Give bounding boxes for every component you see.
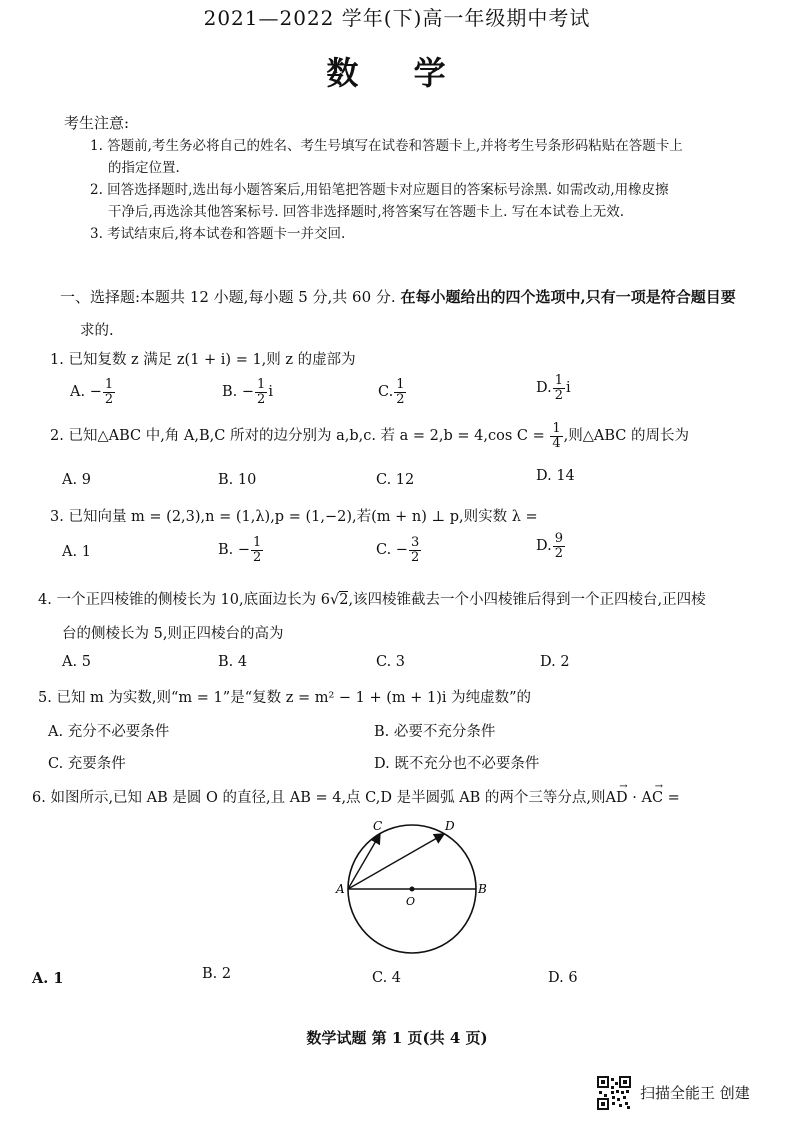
notice-item-3: 3. 考试结束后,将本试卷和答题卡一并交回.	[90, 226, 346, 242]
question-2-stem: 2. 已知△ABC 中,角 A,B,C 所对的边分别为 a,b,c. 若 a = 2,b = 4,cos C = $\frac{1}{4}$ ,则△ABC 的周长为	[50, 421, 690, 451]
question-5-stem: 5. 已知 m 为实数,则“m = 1”是“复数 z = m² − 1 + (m + 1)i 为纯虚数”的	[38, 690, 532, 706]
section-title-instruction: 在每小题给出的四个选项中,只有一项是符合题目要	[400, 288, 736, 306]
question-1-option-c: C. $\frac{1}{2}$	[378, 377, 405, 407]
label-o: O	[406, 895, 416, 908]
question-3-option-a: A. 1	[62, 544, 91, 560]
circle-figure	[335, 815, 495, 985]
question-2-option-c: C. 12	[376, 472, 415, 488]
question-1-option-d: D. $\frac{1}{2}$ i	[536, 373, 571, 403]
center-point	[410, 887, 415, 892]
segment-ad	[348, 834, 444, 889]
question-4-stem-cont: 台的侧棱长为 5,则正四棱台的高为	[62, 626, 284, 642]
question-6-option-b: B. 2	[202, 966, 232, 982]
notice-item-2-cont: 干净后,再选涂其他答案标号. 回答非选择题时,将答案写在答题卡上. 写在本试卷上无效.	[108, 204, 625, 220]
vector-ad: AD	[605, 790, 628, 806]
segment-ac	[348, 834, 380, 889]
question-3-option-d: D. $\frac{9}{2}$	[536, 531, 563, 561]
section-title	[60, 286, 736, 307]
question-4-option-d: D. 2	[540, 654, 570, 670]
notice-title: 考生注意:	[64, 114, 130, 132]
question-1-option-a: A. − $\frac{1}{2}$	[70, 377, 114, 407]
vector-ac: AC	[641, 790, 664, 806]
label-c: C	[373, 819, 383, 833]
question-6-option-c: C. 4	[372, 970, 402, 986]
section-title-cont: 求的.	[80, 323, 114, 339]
question-6-stem: 6. 如图所示,已知 AB 是圆 O 的直径,且 AB = 4,点 C,D 是半圆弧 AB 的两个三等分点,则AD → · AC → =	[32, 781, 680, 806]
question-1-stem: 1. 已知复数 z 满足 z(1 + i) = 1,则 z 的虚部为	[50, 352, 356, 368]
section-title-scoring: 一、选择题:本题共 12 小题,每小题 5 分,共 60 分.	[60, 288, 401, 306]
question-2-option-d: D. 14	[536, 468, 575, 484]
question-5-option-b: B. 必要不充分条件	[374, 724, 496, 740]
question-4-stem: 4. 一个正四棱锥的侧棱长为 10,底面边长为 6√2,该四棱锥截去一个小四棱锥后得到一个正四棱台,正四棱	[38, 592, 706, 608]
question-4-option-a: A. 5	[62, 654, 91, 670]
subject-title: 数 学	[326, 54, 468, 92]
label-b: B	[478, 882, 487, 896]
label-a: A	[336, 882, 345, 896]
notice-item-1-cont: 的指定位置.	[108, 160, 180, 176]
label-d: D	[445, 819, 455, 833]
qr-code-icon	[597, 1076, 631, 1110]
question-3-stem: 3. 已知向量 m = (2,3),n = (1,λ),p = (1,−2),若(m + n) ⊥ p,则实数 λ =	[50, 509, 538, 525]
question-6-option-d: D. 6	[548, 970, 578, 986]
notice-item-2: 2. 回答选择题时,选出每小题答案后,用铅笔把答题卡对应题目的答案标号涂黑. 如需改动,用橡皮擦	[90, 182, 669, 198]
question-4-option-c: C. 3	[376, 654, 406, 670]
scanner-watermark-label: 扫描全能王 创建	[640, 1084, 750, 1102]
question-5-option-a: A. 充分不必要条件	[48, 724, 170, 740]
question-6-option-a: A. 1	[32, 970, 64, 987]
question-5-option-d: D. 既不充分也不必要条件	[374, 756, 540, 772]
question-2-option-b: B. 10	[218, 472, 257, 488]
page-footer: 数学试题 第 1 页(共 4 页)	[306, 1029, 488, 1047]
question-3-option-c: C. − $\frac{3}{2}$	[376, 535, 420, 565]
question-4-option-b: B. 4	[218, 654, 248, 670]
question-5-option-c: C. 充要条件	[48, 756, 126, 772]
notice-item-1: 1. 答题前,考生务必将自己的姓名、考生号填写在试卷和答题卡上,并将考生号条形码粘贴在答题卡上	[90, 138, 683, 154]
question-1-option-b: B. − $\frac{1}{2}$ i	[222, 377, 273, 407]
question-3-option-b: B. − $\frac{1}{2}$	[218, 535, 262, 565]
question-2-option-a: A. 9	[62, 472, 91, 488]
exam-header-title: 2021—2022 学年(下)高一年级期中考试	[203, 6, 591, 30]
